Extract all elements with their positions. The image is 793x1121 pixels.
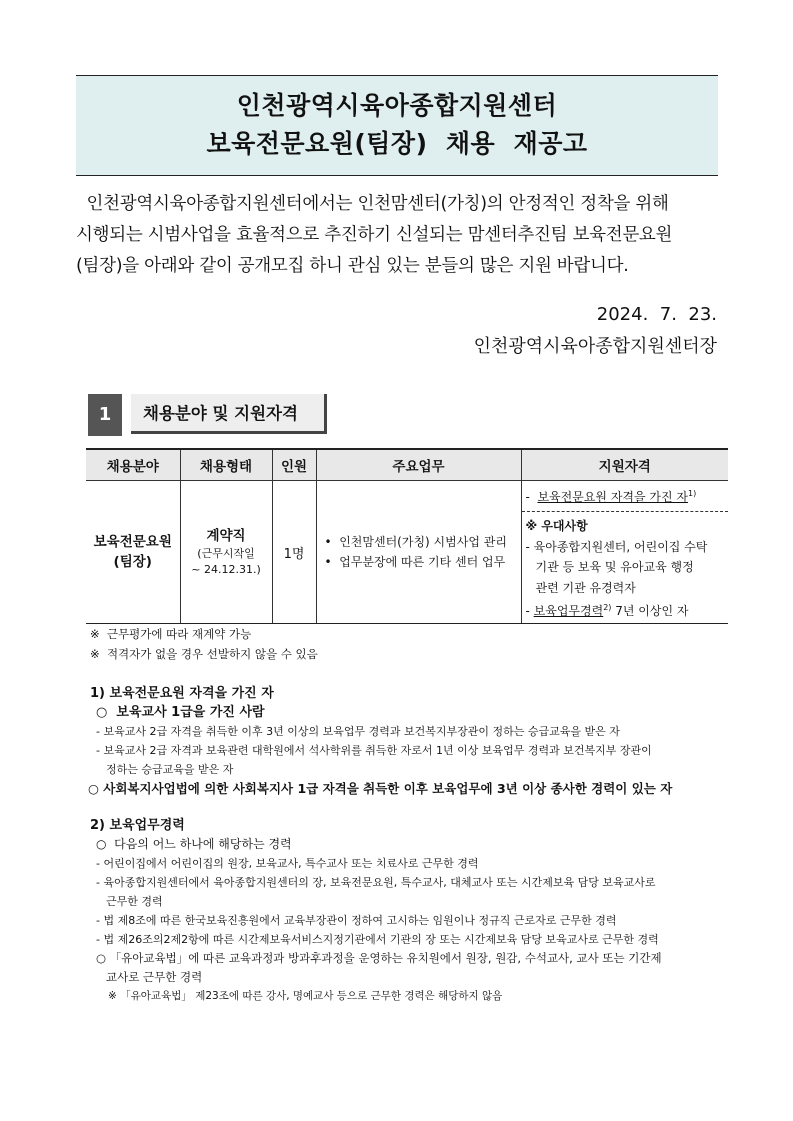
header-count: 인원	[272, 449, 316, 481]
preference-block	[522, 512, 729, 622]
header-qualification: 지원자격	[521, 449, 728, 481]
title-line-2: 보육전문요원(팀장) 채용 재공고	[206, 129, 588, 158]
announcement-date: 2024. 7. 23.	[596, 304, 717, 325]
list-item: - 법 제26조의2제2항에 따른 시간제보육서비스지정기관에서 기관의 장 또는 시간제보육 담당 보육교사로 근무한 경력	[96, 933, 659, 946]
list-item-cont: 근무한 경력	[106, 895, 163, 908]
cell-count: 1명	[272, 481, 316, 624]
duty-item: • 업무분장에 따른 기타 센터 업무	[324, 555, 506, 569]
cell-field	[86, 481, 180, 624]
qualification-main: - 보육전문요원 자격을 가진 자$^{1)}$	[522, 481, 729, 512]
recruitment-table	[86, 448, 728, 624]
table-header-row	[86, 449, 728, 481]
cell-type	[180, 481, 272, 624]
field-line-2: (팀장)	[113, 554, 152, 570]
cell-qualification	[521, 481, 728, 624]
cell-duty	[316, 481, 521, 624]
section-number: 1	[88, 394, 122, 436]
list-item: - 보육교사 2급 자격을 취득한 이후 3년 이상의 보육업무 경력과 보건복지부장관이 정하는 승급교육을 받은 자	[96, 725, 620, 738]
preference-item-cont: 관련 기관 유경력자	[535, 580, 636, 595]
type-sub-1: (근무시작일	[197, 547, 255, 560]
table-row	[86, 481, 728, 624]
list-item: - 육아종합지원센터에서 육아종합지원센터의 장, 보육전문요원, 특수교사, 대체교사 또는 시간제보육 담당 보육교사로	[96, 876, 656, 889]
title-line-1: 인천광역시육아종합지원센터	[236, 91, 558, 120]
list-item: - 어린이집에서 어린이집의 원장, 보육교사, 특수교사 또는 치료사로 근무한 경력	[96, 857, 479, 870]
intro-line-2: 시행되는 시범사업을 효율적으로 추진하기 신설되는 맘센터추진팀 보육전문요원	[76, 225, 673, 245]
list-item-cont: 정하는 승급교육을 받은 자	[106, 763, 234, 776]
preference-item-cont: 기관 등 보육 및 유아교육 행정	[535, 560, 694, 574]
qualification-details	[86, 684, 736, 1006]
section-title: 채용분야 및 지원자격	[131, 394, 327, 434]
bullet-heading: ○ 「유아교육법」에 따른 교육과정과 방과후과정을 운영하는 유치원에서 원장, 원감, 수석교사, 교사 또는 기간제	[96, 951, 662, 965]
note-line: ※ 적격자가 없을 경우 선발하지 않을 수 있음	[90, 647, 318, 661]
intro-paragraph	[76, 189, 718, 282]
bullet-heading: ○ 다음의 어느 하나에 해당하는 경력	[96, 837, 292, 851]
list-item: - 법 제8조에 따른 한국보육진흥원에서 교육부장관이 정하여 고시하는 임원이나 정규직 근로자로 근무한 경력	[96, 914, 617, 927]
preference-item: - 보육업무경력$^{2)}$ 7년 이상인 자	[525, 603, 689, 618]
intro-line-3: (팀장)을 아래와 같이 공개모집 하니 관심 있는 분들의 많은 지원 바랍니다.	[76, 256, 629, 276]
field-line-1: 보육전문요원	[93, 534, 172, 550]
list-item-cont: 교사로 근무한 경력	[106, 970, 203, 984]
subheading: 2) 보육업무경력	[90, 818, 185, 833]
issuer-name: 인천광역시육아종합지원센터장	[473, 336, 717, 357]
list-item: - 보육교사 2급 자격과 보육관련 대학원에서 석사학위를 취득한 자로서 1년 이상 보육업무 경력과 보건복지부 장관이	[96, 744, 652, 757]
intro-line-1: 인천광역시육아종합지원센터에서는 인천맘센터(가칭)의 안정적인 정착을 위해	[76, 194, 669, 214]
preference-title: ※ 우대사항	[525, 519, 588, 533]
subheading: 1) 보육전문요원 자격을 가진 자	[90, 686, 274, 701]
note-line: ※ 근무평가에 따라 재계약 가능	[90, 627, 252, 641]
bullet-heading: ○ 보육교사 1급을 가진 사람	[96, 705, 265, 720]
table-notes	[90, 624, 318, 664]
header-type: 채용형태	[180, 449, 272, 481]
bullet-heading: ○ 사회복지사업법에 의한 사회복지사 1급 자격을 취득한 이후 보육업무에 3년 이상 종사한 경력이 있는 자	[88, 781, 673, 796]
preference-item: - 육아종합지원센터, 어린이집 수탁	[525, 539, 708, 554]
type-sub-2: ~ 24.12.31.)	[191, 563, 261, 576]
type-main: 계약직	[206, 528, 246, 544]
footnote: ※ 「유아교육법」 제23조에 따른 강사, 명예교사 등으로 근무한 경력은 해당하지 않음	[108, 990, 503, 1002]
title-banner	[76, 75, 718, 176]
duty-item: • 인천맘센터(가칭) 시범사업 관리	[324, 535, 507, 549]
header-duty: 주요업무	[316, 449, 521, 481]
header-field: 채용분야	[86, 449, 180, 481]
